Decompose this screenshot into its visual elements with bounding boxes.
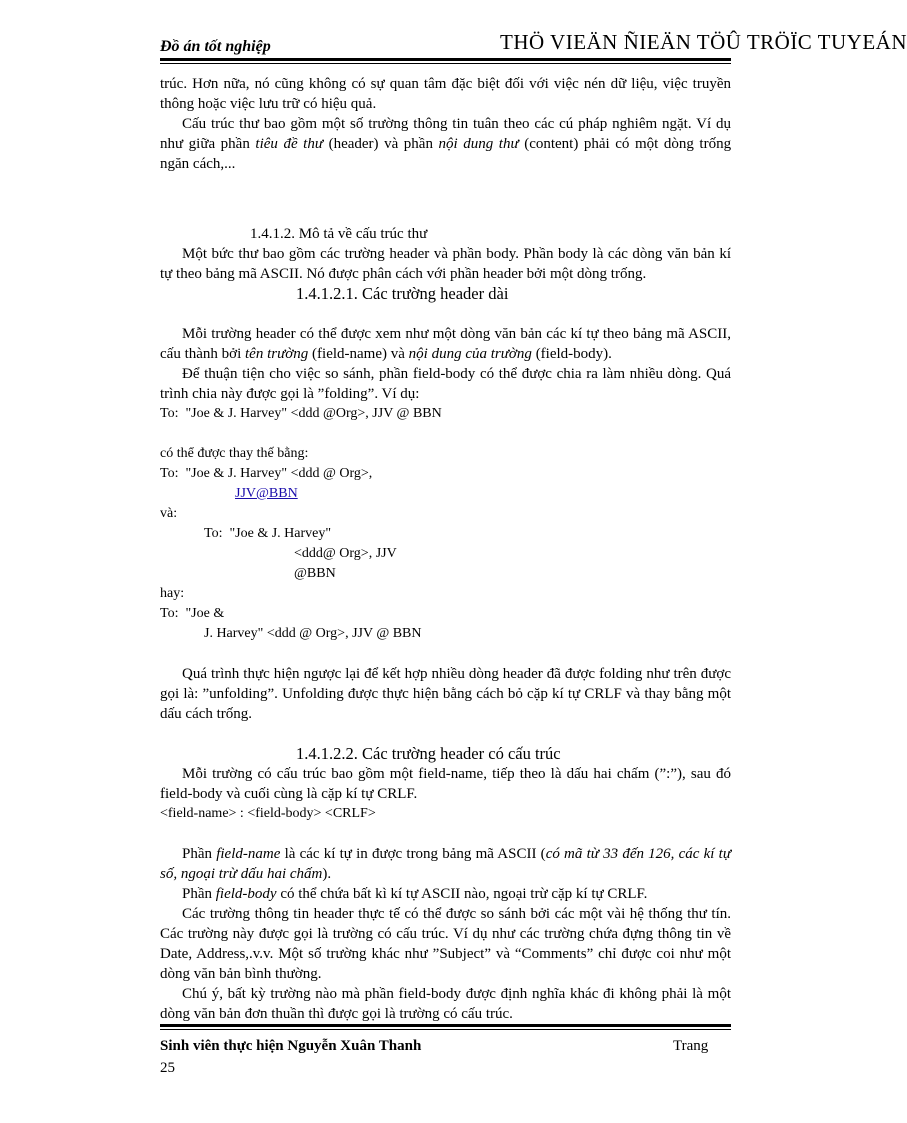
example-line: <ddd@ Org>, JJV	[294, 546, 397, 561]
label: hay:	[160, 586, 185, 601]
page-content	[160, 74, 731, 1024]
example-link[interactable]: JJV@BBN	[235, 486, 298, 501]
example-line: To: "Joe &	[160, 606, 225, 621]
paragraph: trúc. Hơn nữa, nó cũng không có sự quan tâm đặc biệt đối với việc nén dữ liệu, việc truyền thông hoặc việc lưu trữ có hiệu quả.	[160, 76, 731, 112]
header-rule	[160, 58, 731, 64]
section-heading: 1.4.1.2. Mô tả về cấu trúc thư	[250, 226, 428, 242]
header-title: Đồ án tốt nghiệp	[160, 38, 271, 55]
paragraph: Cấu trúc thư bao gồm một số trường thông tin tuân theo các cú pháp nghiêm ngặt. Ví dụ như giữa phần tiêu đề thư (header) và phần nội dung thư (content) phải có một dòng trống ngăn cách,...	[160, 116, 732, 172]
footer-rule	[160, 1024, 731, 1030]
label: có thể được thay thế bằng:	[160, 446, 309, 461]
paragraph: Các trường thông tin header thực tế có thể được so sánh bởi các một vài hệ thống thư tín. Các trường này được gọi là trường có cấu trúc. Ví dụ như các trường chứa đựng thông tin về Date, Address,.v.v. Một số trường khác như ”Subject” và “Comments” chỉ được coi như một dòng văn bản bình thường.	[160, 906, 731, 982]
label: và:	[160, 506, 178, 521]
paragraph: Mỗi trường có cấu trúc bao gồm một field-name, tiếp theo là dấu hai chấm (”:”), sau đó field-body và cuối cùng là cặp kí tự CRLF.	[160, 766, 731, 802]
paragraph: Phần field-name là các kí tự in được trong bảng mã ASCII (có mã từ 33 đến 126, các kí tự số, ngoại trừ dấu hai chấm).	[160, 846, 732, 882]
subsection-heading: 1.4.1.2.1. Các trường header dài	[296, 284, 509, 303]
paragraph: Quá trình thực hiện ngược lại để kết hợp nhiều dòng header đã được folding như trên được gọi là: ”unfolding”. Unfolding được thực hiện bằng cách bỏ cặp kí tự CRLF và thay bằng một dấu cách trống.	[160, 666, 731, 722]
paragraph: Mỗi trường header có thể được xem như một dòng văn bản các kí tự theo bảng mã ASCII, cấu thành bởi tên trường (field-name) và nội dung của trường (field-body).	[160, 326, 731, 362]
syntax-line: <field-name> : <field-body> <CRLF>	[160, 806, 376, 821]
example-line: To: "Joe & J. Harvey" <ddd @Org>, JJV @ BBN	[160, 406, 442, 421]
footer-author: Sinh viên thực hiện Nguyễn Xuân Thanh	[160, 1038, 422, 1054]
header-banner: THÖ VIEÄN ÑIEÄN TÖÛ TRÖÏC TUYEÁN	[500, 30, 907, 54]
example-line: To: "Joe & J. Harvey" <ddd @ Org>,	[160, 466, 373, 481]
paragraph: Phần field-body có thể chứa bất kì kí tự ASCII nào, ngoại trừ cặp kí tự CRLF.	[182, 886, 648, 902]
footer-page-number: 25	[160, 1060, 175, 1076]
example-line: To: "Joe & J. Harvey"	[204, 526, 332, 541]
example-line: J. Harvey" <ddd @ Org>, JJV @ BBN	[204, 626, 422, 641]
paragraph: Chú ý, bất kỳ trường nào mà phần field-body được định nghĩa khác đi không phải là một dòng văn bản đơn thuần thì được gọi là trường có cấu trúc.	[160, 986, 731, 1022]
footer-page-label: Trang	[673, 1038, 709, 1054]
example-line: @BBN	[294, 566, 336, 581]
paragraph: Để thuận tiện cho việc so sánh, phần field-body có thể được chia ra làm nhiều dòng. Quá trình chia này được gọi là ”folding”. Ví dụ:	[160, 366, 731, 402]
subsection-heading: 1.4.1.2.2. Các trường header có cấu trúc	[296, 744, 561, 763]
paragraph: Một bức thư bao gồm các trường header và phần body. Phần body là các dòng văn bản kí tự theo bảng mã ASCII. Nó được phân cách với phần header bởi một dòng trống.	[160, 246, 731, 282]
